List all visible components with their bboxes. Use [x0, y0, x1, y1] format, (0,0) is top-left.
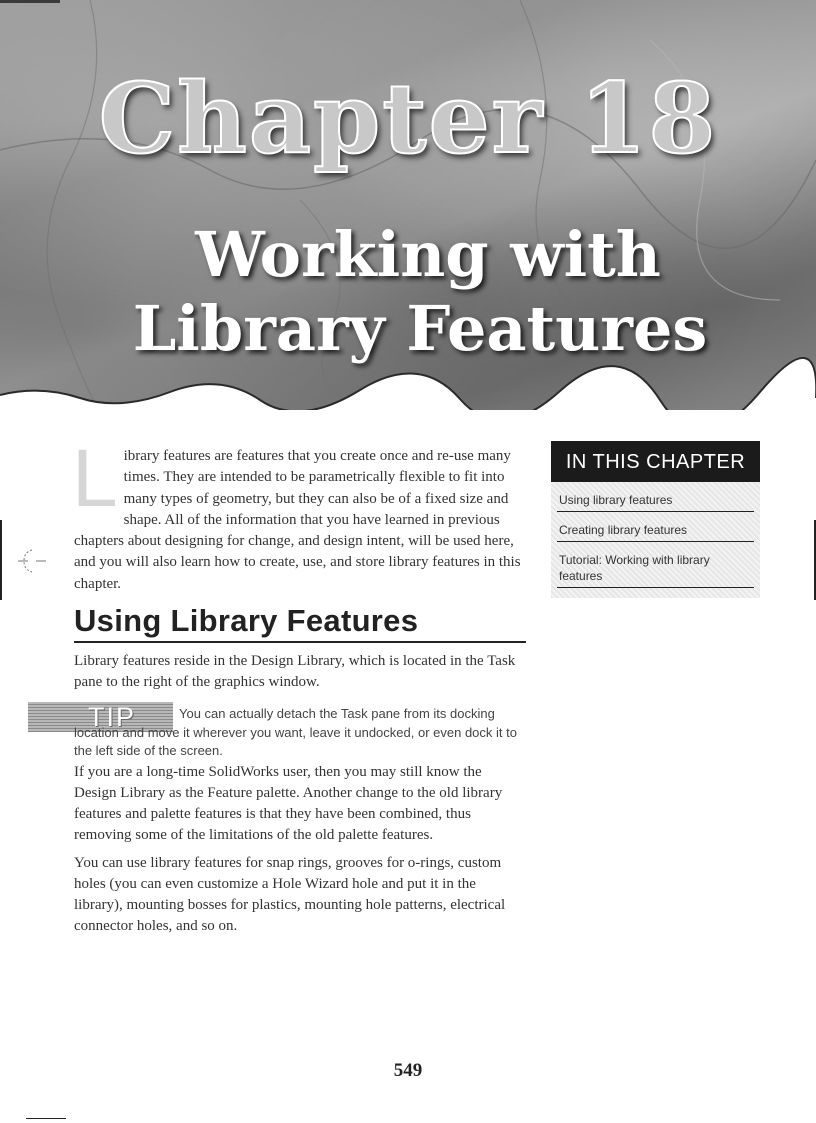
chapter-title-line-2: Library Features	[132, 292, 708, 365]
sidebar-item-creating-library-features: Creating library features	[557, 518, 754, 542]
chapter-number-label: Chapter 18	[98, 62, 718, 175]
registration-mark-icon	[18, 548, 46, 574]
body-paragraph-3: You can use library features for snap rings, grooves for o-rings, custom holes (you can even customize a Hole Wizard hole and put it in the library), mounting bosses for plastics, mounting hole patterns, electrical connector holes, and so on.	[74, 855, 506, 934]
in-this-chapter-box	[551, 441, 760, 598]
sidebar-item-using-library-features: Using library features	[557, 488, 754, 512]
sidebar-list	[551, 482, 760, 598]
page-number: 549	[393, 1060, 423, 1081]
sidebar-heading: IN THIS CHAPTER	[551, 441, 760, 482]
bottom-crop-mark	[26, 1118, 66, 1119]
intro-text: ibrary features are features that you create once and re-use many times. They are intended to be parametrically flexible to fit into many types of geometry, but they can also be of a fixed size and shape. All of the information that you have learned in previous chapters about designing for change, and design intent, will be used here, and you will also learn how to create, use, and store library features in this chapter.	[74, 448, 521, 592]
chapter-banner	[0, 0, 816, 410]
section-heading: Using Library Features	[74, 603, 526, 643]
tip-text: You can actually detach the Task pane from its docking location and move it wherever you want, leave it undocked, or even dock it to the left side of the screen.	[74, 706, 517, 758]
left-edge-mark	[0, 520, 2, 600]
intro-paragraph	[72, 433, 528, 595]
sidebar-item-tutorial: Tutorial: Working with library features	[557, 548, 754, 588]
body-paragraph-1: Library features reside in the Design Library, which is located in the Task pane to the right of the graphics window.	[74, 653, 516, 690]
chapter-title-line-1: Working with	[195, 218, 661, 291]
tip-label: TIP	[88, 702, 137, 732]
drop-cap: L	[72, 433, 118, 524]
body-paragraph-2: If you are a long-time SolidWorks user, then you may still know the Design Library as the Feature palette. Another change to the old library features and palette features is that they have been combined, thus removing some of the limitations of the old palette features.	[74, 764, 503, 843]
